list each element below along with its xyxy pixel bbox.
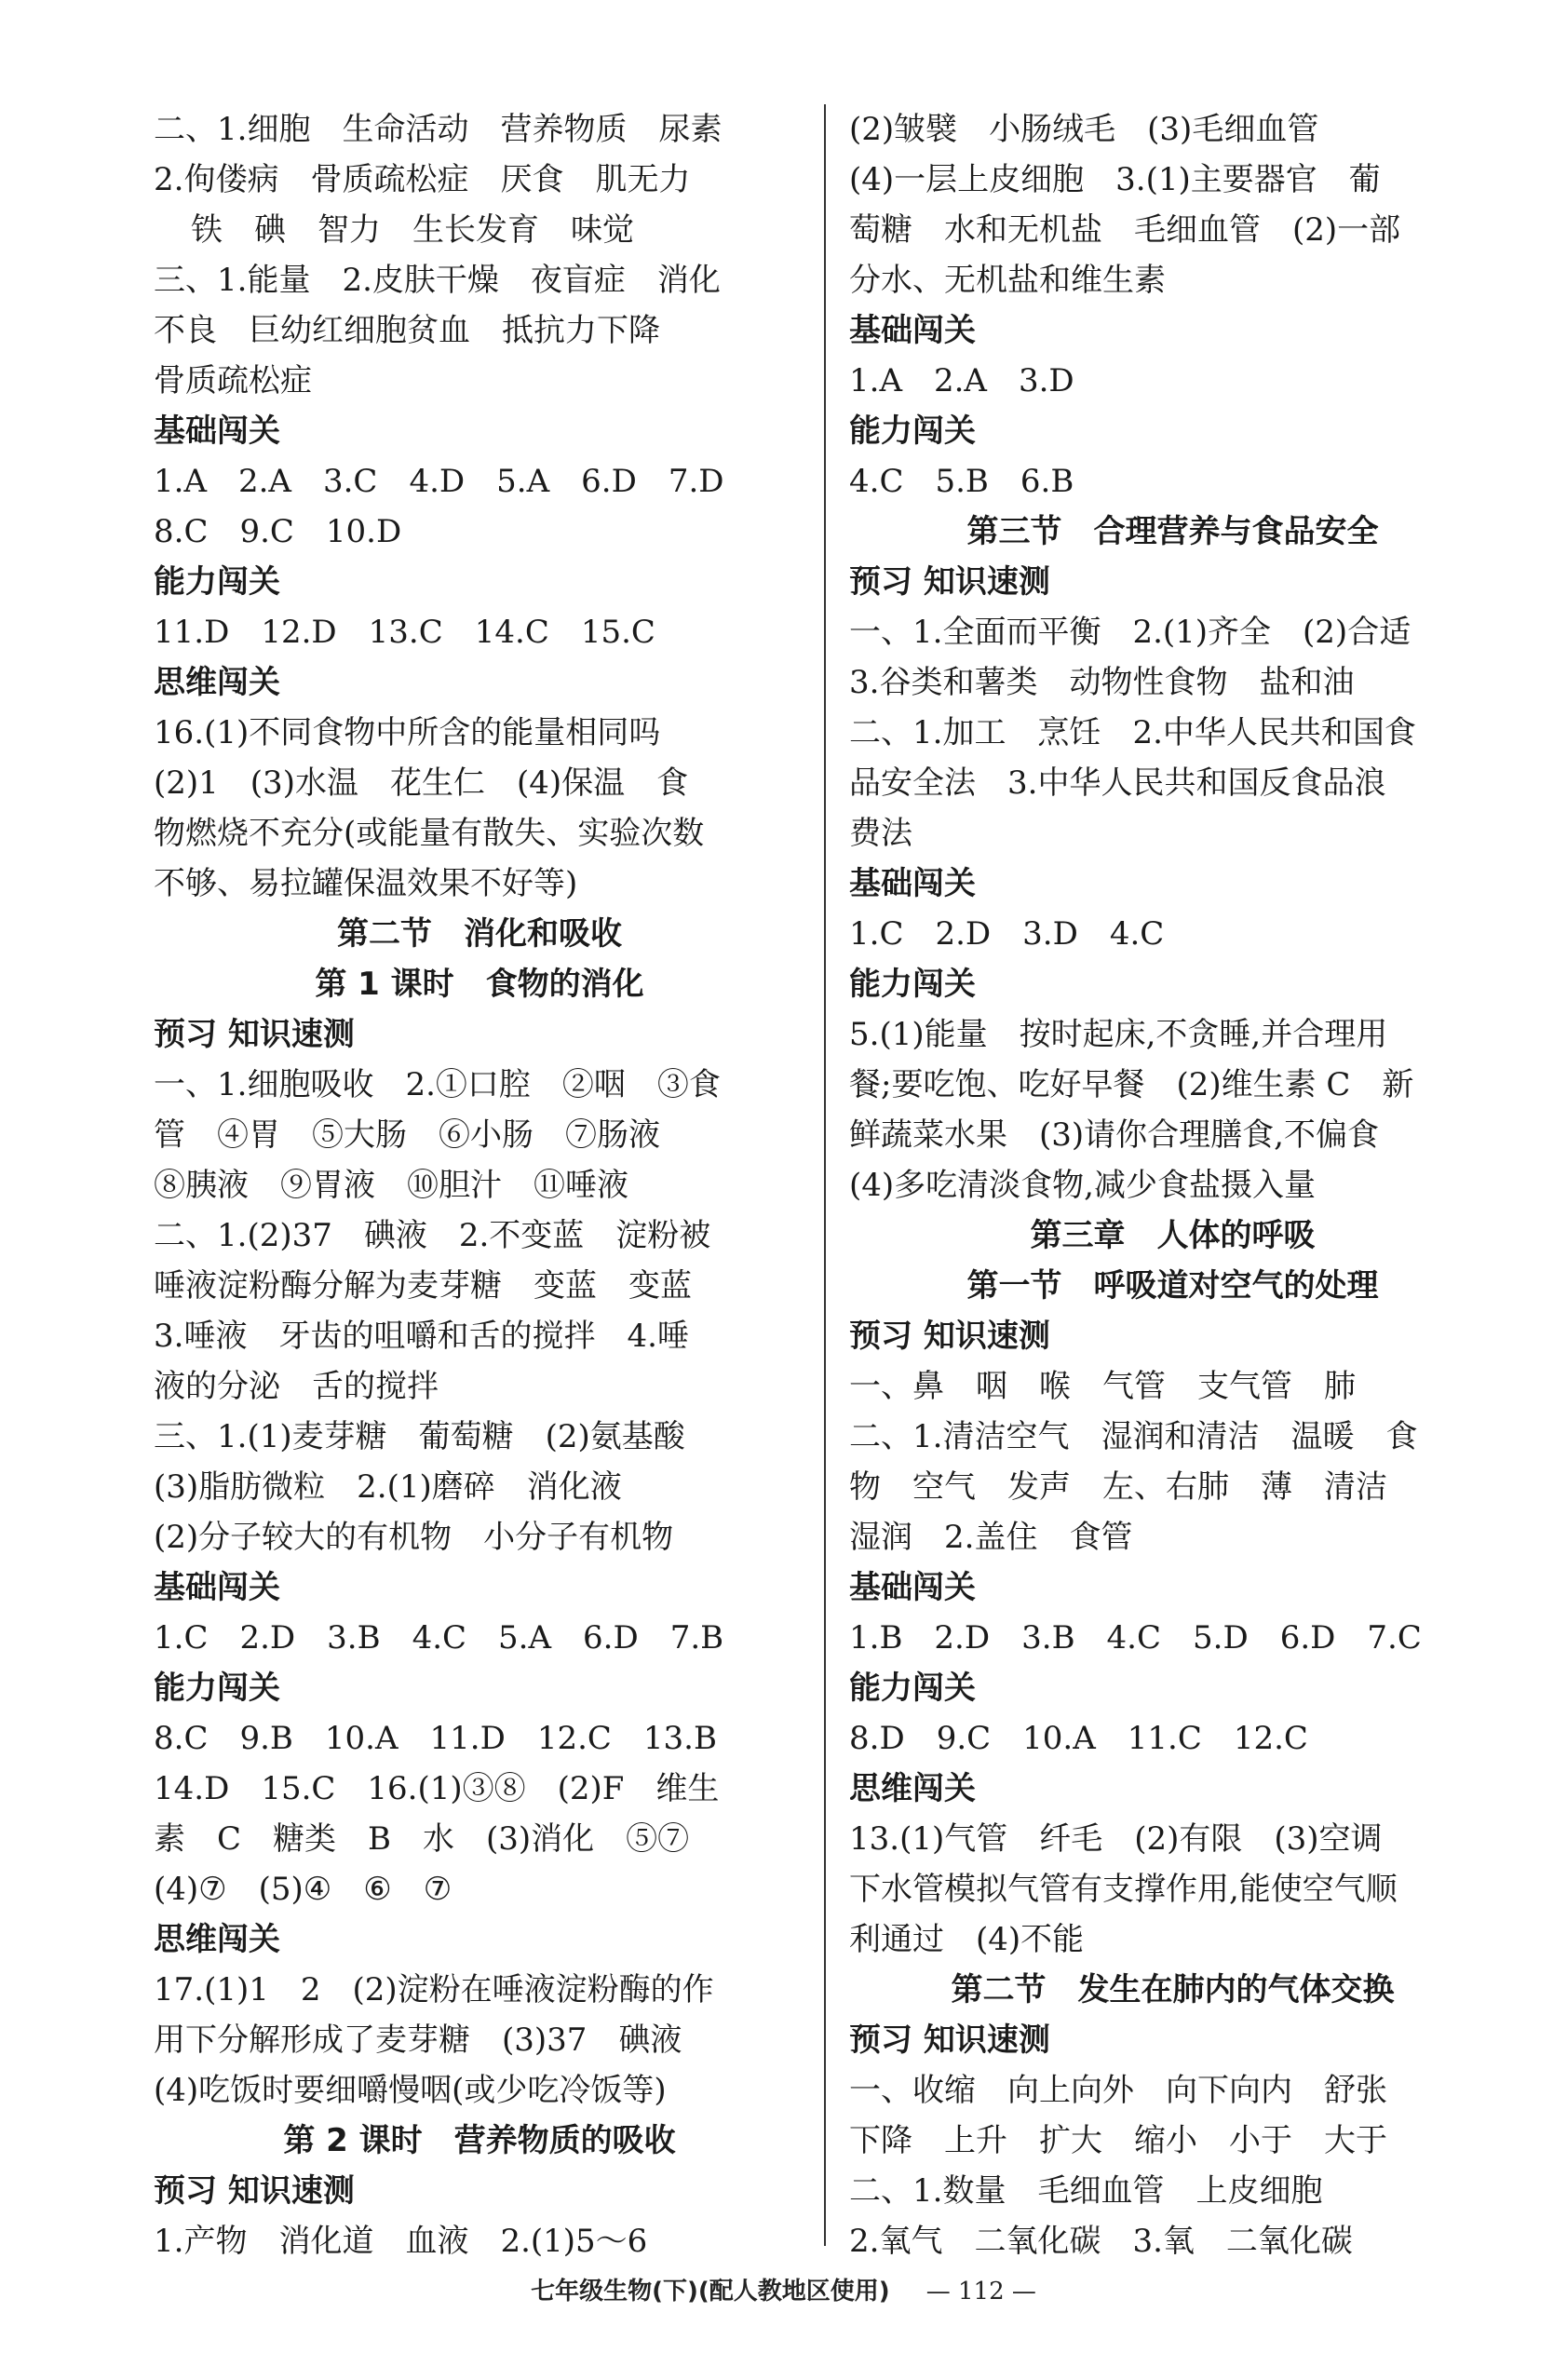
answer-line: 餐;要吃饱、吃好早餐 (2)维生素 C 新 [849,1066,1414,1103]
section-heading: 第二节 消化和吸收 [337,915,622,953]
answer-line: 一、鼻 咽 喉 气管 支气管 肺 [849,1368,1356,1405]
answer-line: ⑧胰液 ⑨胃液 ⑩胆汁 ⑪唾液 [154,1167,628,1204]
left-column [154,104,805,2266]
answer-line: 下降 上升 扩大 缩小 小于 大于 [849,2122,1387,2159]
answer-line: 二、1.细胞 生命活动 营养物质 尿素 [154,111,723,148]
answer-line: 唾液淀粉酶分解为麦芽糖 变蓝 变蓝 [154,1267,692,1305]
answer-line: 鲜蔬菜水果 (3)请你合理膳食,不偏食 [849,1116,1379,1154]
answer-line: 品安全法 3.中华人民共和国反食品浪 [849,764,1386,802]
answer-line: 1.A 2.A 3.C 4.D 5.A 6.D 7.D [154,463,724,500]
answer-line: 1.C 2.D 3.D 4.C [849,915,1165,953]
answer-line: (2)1 (3)水温 花生仁 (4)保温 食 [154,764,689,802]
section-heading: 能力闯关 [154,563,280,601]
section-heading: 思维闯关 [154,664,280,701]
section-heading: 预习 知识速测 [154,2172,355,2210]
answer-line: (2)分子较大的有机物 小分子有机物 [154,1519,674,1556]
section-heading: 基础闯关 [154,412,280,450]
section-heading: 预习 知识速测 [849,563,1050,601]
right-column [849,104,1496,2266]
answer-line: 三、1.(1)麦芽糖 葡萄糖 (2)氨基酸 [154,1418,685,1455]
answer-line: 分水、无机盐和维生素 [849,262,1166,299]
answer-line: 14.D 15.C 16.(1)③⑧ (2)F 维生 [154,1770,720,1807]
answer-line: 一、1.细胞吸收 2.①口腔 ②咽 ③食 [154,1066,721,1103]
answer-line: 8.C 9.B 10.A 11.D 12.C 13.B [154,1720,717,1757]
answer-line: (2)皱襞 小肠绒毛 (3)毛细血管 [849,111,1319,148]
section-heading: 能力闯关 [849,966,976,1003]
answer-line: 16.(1)不同食物中所含的能量相同吗 [154,714,661,751]
answer-line: (3)脂肪微粒 2.(1)磨碎 消化液 [154,1468,622,1506]
answer-line: 3.谷类和薯类 动物性食物 盐和油 [849,664,1355,701]
answer-line: 下水管模拟气管有支撑作用,能使空气顺 [849,1871,1398,1908]
answer-line: (4)⑦ (5)④ ⑥ ⑦ [154,1871,453,1908]
answer-line: 1.C 2.D 3.B 4.C 5.A 6.D 7.B [154,1619,724,1657]
answer-line: 一、收缩 向上向外 向下向内 舒张 [849,2072,1387,2109]
answer-line: 湿润 2.盖住 食管 [849,1519,1133,1556]
answer-line: (4)多吃清淡食物,减少食盐摄入量 [849,1167,1316,1204]
answer-line: (4)吃饭时要细嚼慢咽(或少吃冷饭等) [154,2072,667,2109]
footer-book-title: 七年级生物(下)(配人教地区使用) [531,2278,890,2306]
answer-line: 不够、易拉罐保温效果不好等) [154,865,578,902]
section-heading: 第 2 课时 营养物质的吸收 [283,2122,676,2159]
section-heading: 第三章 人体的呼吸 [1030,1217,1316,1254]
section-heading: 第二节 发生在肺内的气体交换 [951,1971,1395,2008]
answer-line: 液的分泌 舌的搅拌 [154,1368,439,1405]
answer-line: 1.A 2.A 3.D [849,362,1074,399]
section-heading: 预习 知识速测 [849,1318,1050,1355]
answer-line: 2.氧气 二氧化碳 3.氧 二氧化碳 [849,2223,1353,2260]
answer-line: 不良 巨幼红细胞贫血 抵抗力下降 [154,312,660,349]
section-heading: 基础闯关 [849,1569,976,1606]
answer-line: 三、1.能量 2.皮肤干燥 夜盲症 消化 [154,262,721,299]
answer-line: 2.佝偻病 骨质疏松症 厌食 肌无力 [154,161,691,198]
column-divider [824,104,826,2246]
section-heading: 能力闯关 [154,1670,280,1707]
answer-line: 骨质疏松症 [154,362,312,399]
answer-line: 二、1.数量 毛细血管 上皮细胞 [849,2172,1323,2210]
answer-line: 17.(1)1 2 (2)淀粉在唾液淀粉酶的作 [154,1971,714,2008]
answer-line: 费法 [849,815,912,852]
answer-line: 二、1.加工 烹饪 2.中华人民共和国食 [849,714,1416,751]
answer-line: 二、1.清洁空气 湿润和清洁 温暖 食 [849,1418,1418,1455]
section-heading: 第三节 合理营养与食品安全 [966,513,1379,550]
section-heading: 第 1 课时 食物的消化 [315,966,644,1003]
section-heading: 基础闯关 [849,312,976,349]
answer-line: 1.产物 消化道 血液 2.(1)5～6 [154,2223,648,2260]
answer-line: 物 空气 发声 左、右肺 薄 清洁 [849,1468,1387,1506]
section-heading: 第一节 呼吸道对空气的处理 [966,1267,1379,1305]
answer-line: 一、1.全面而平衡 2.(1)齐全 (2)合适 [849,614,1412,651]
section-heading: 预习 知识速测 [849,2022,1050,2059]
section-heading: 基础闯关 [154,1569,280,1606]
answer-line: 二、1.(2)37 碘液 2.不变蓝 淀粉被 [154,1217,711,1254]
section-heading: 能力闯关 [849,1670,976,1707]
page-footer [0,2272,1567,2306]
answer-line: 1.B 2.D 3.B 4.C 5.D 6.D 7.C [849,1619,1422,1657]
answer-line: 铁 碘 智力 生长发育 味觉 [191,211,634,249]
answer-line: 素 C 糖类 B 水 (3)消化 ⑤⑦ [154,1820,690,1858]
answer-line: 11.D 12.D 13.C 14.C 15.C [154,614,655,651]
section-heading: 能力闯关 [849,412,976,450]
answer-line: 8.D 9.C 10.A 11.C 12.C [849,1720,1308,1757]
page-number: — 112 — [925,2278,1036,2306]
answer-line: 用下分解形成了麦芽糖 (3)37 碘液 [154,2022,682,2059]
section-heading: 基础闯关 [849,865,976,902]
answer-line: 3.唾液 牙齿的咀嚼和舌的搅拌 4.唾 [154,1318,689,1355]
section-heading: 预习 知识速测 [154,1016,355,1053]
answer-line: 13.(1)气管 纤毛 (2)有限 (3)空调 [849,1820,1383,1858]
answer-line: 萄糖 水和无机盐 毛细血管 (2)一部 [849,211,1401,249]
answer-line: 4.C 5.B 6.B [849,463,1074,500]
answer-line: 利通过 (4)不能 [849,1921,1085,1958]
section-heading: 思维闯关 [154,1921,280,1958]
answer-line: 5.(1)能量 按时起床,不贪睡,并合理用 [849,1016,1388,1053]
answer-line: 物燃烧不充分(或能量有散失、实验次数 [154,815,705,852]
answer-line: 管 ④胃 ⑤大肠 ⑥小肠 ⑦肠液 [154,1116,660,1154]
section-heading: 思维闯关 [849,1770,976,1807]
answer-line: (4)一层上皮细胞 3.(1)主要器官 葡 [849,161,1381,198]
answer-line: 8.C 9.C 10.D [154,513,402,550]
